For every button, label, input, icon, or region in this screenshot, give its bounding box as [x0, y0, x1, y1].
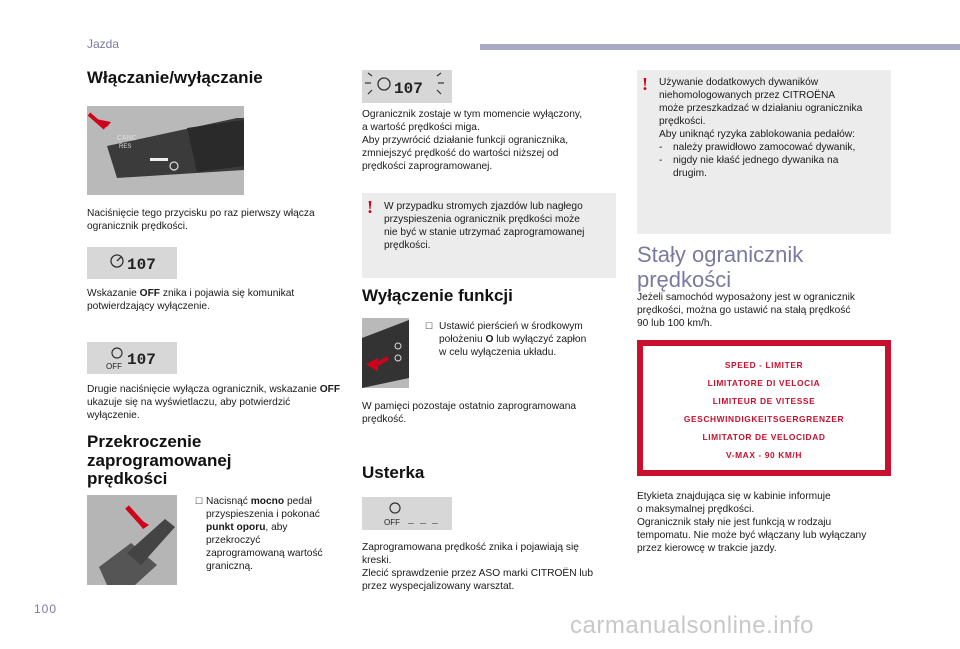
- fault-display-off: OFF: [384, 518, 400, 527]
- label-line: SPEED - LIMITER: [724, 360, 804, 370]
- speedometer-icon: [112, 348, 122, 358]
- heading-fixed-limiter: Stały ogranicznik prędkości: [637, 242, 804, 293]
- para-fixed-limiter: Jeżeli samochód wyposażony jest w ogranicznik prędkości, można go ustawić na stałą prędkość 90 lub 100 km/h.: [637, 292, 856, 329]
- heading-disable: Wyłączenie funkcji: [362, 286, 513, 305]
- section-label: Jazda: [87, 37, 120, 51]
- list-item: - należy prawidłowo zamocować dywanik,: [659, 142, 856, 153]
- display-2-off: OFF: [106, 362, 122, 371]
- fault-display-value: _ _ _: [408, 516, 439, 527]
- para-limiter-off-flash: Ogranicznik zostaje w tym momencie wyłączony, a wartość prędkości miga. Aby przywrócić działanie funkcji ogranicznika, zmniejszyć prędkość do wartości niższej od prędkości zaprogramowanej.: [362, 109, 583, 172]
- bullet-press-pedal: ☐ Nacisnąć mocno pedał przyspieszenia i pokonać punkt oporu, aby przekroczyć zaprogramowaną wartość graniczną.: [195, 496, 323, 572]
- heading-fault: Usterka: [362, 463, 425, 482]
- watermark: carmanualsonline.info: [570, 612, 814, 639]
- heading-exceeding: Przekroczenie zaprogramowanej prędkości: [87, 432, 232, 489]
- para-memory: W pamięci pozostaje ostatnio zaprogramowana prędkość.: [362, 401, 577, 425]
- para-off-disappears: Wskazanie OFF znika i pojawia się komunikat potwierdzający wyłączenie.: [87, 288, 295, 312]
- warning-steep-descent: ! W przypadku stromych zjazdów lub nagłego przyspieszenia ogranicznik prędkości może nie być w stanie utrzymać zaprogramowanej prędkości.: [362, 193, 616, 278]
- bullet-set-ring: ☐ Ustawić pierścień w środkowym położeniu O lub wyłączyć zapłon w celu wyłączenia układu.: [425, 321, 587, 358]
- list-item: - nigdy nie kłaść jednego dywanika na drugim.: [659, 155, 839, 179]
- label-line: LIMITATORE DI VELOCIA: [707, 378, 821, 388]
- header-bar: [480, 44, 960, 50]
- ring-image: [362, 318, 409, 388]
- limiter-display-flashing: [362, 70, 452, 103]
- limiter-display-2: [87, 342, 177, 374]
- limiter-display-1: [87, 247, 177, 279]
- para-first-press: Naciśnięcie tego przycisku po raz pierwszy włącza ogranicznik prędkości.: [87, 208, 315, 232]
- warning-mats: ! Używanie dodatkowych dywaników niehomologowanych przez CITROËNA może przeszkadzać w działaniu ogranicznika prędkości. Aby uniknąć ryzyka zablokowania pedałów: - należy prawidłowo zamocować dywanik, - nigdy nie kłaść jednego dywanika na drugim.: [637, 70, 891, 234]
- warning-icon: !: [367, 197, 373, 217]
- fault-display: [362, 497, 452, 530]
- stalk-image: [87, 106, 244, 195]
- para-fault: Zaprogramowana prędkość znika i pojawiają się kreski. Zlecić sprawdzenie przez ASO marki CITROËN lub przez wyspecjalizowany warsztat.: [362, 542, 593, 592]
- heading-on-off: Włączanie/wyłączanie: [87, 68, 263, 87]
- para-second-press: Drugie naciśnięcie wyłącza ogranicznik, wskazanie OFF ukazuje się na wyświetlaczu, aby potwierdzić wyłączenie.: [87, 384, 341, 421]
- page-number: 100: [34, 602, 58, 616]
- warning-icon: !: [642, 74, 648, 94]
- label-line: GESCHWINDIGKEITSGERGRENZER: [683, 414, 845, 424]
- speedometer-icon: [378, 78, 390, 90]
- label-line: LIMITEUR DE VITESSE: [712, 396, 816, 406]
- label-line: V-MAX - 90 KM/H: [725, 450, 802, 460]
- speedometer-icon: [390, 503, 400, 513]
- flashing-display-value: 107: [394, 80, 423, 98]
- display-2-value: 107: [127, 351, 156, 369]
- display-1-value: 107: [127, 256, 156, 274]
- para-label-info: Etykieta znajdująca się w kabinie informuje o maksymalnej prędkości. Ogranicznik stały nie jest funkcją w rodzaju tempomatu. Nie może być włączany lub wyłączany przez kierowcę w trakcie jazdy.: [637, 491, 867, 554]
- stalk-mark-bottom: RES: [119, 144, 132, 150]
- stalk-mark-top: CANC: [117, 135, 137, 142]
- label-line: LIMITATOR DE VELOCIDAD: [702, 432, 826, 442]
- pedal-image: [87, 495, 177, 585]
- stalk-illustration: [87, 106, 244, 195]
- speed-limiter-label: [637, 340, 891, 476]
